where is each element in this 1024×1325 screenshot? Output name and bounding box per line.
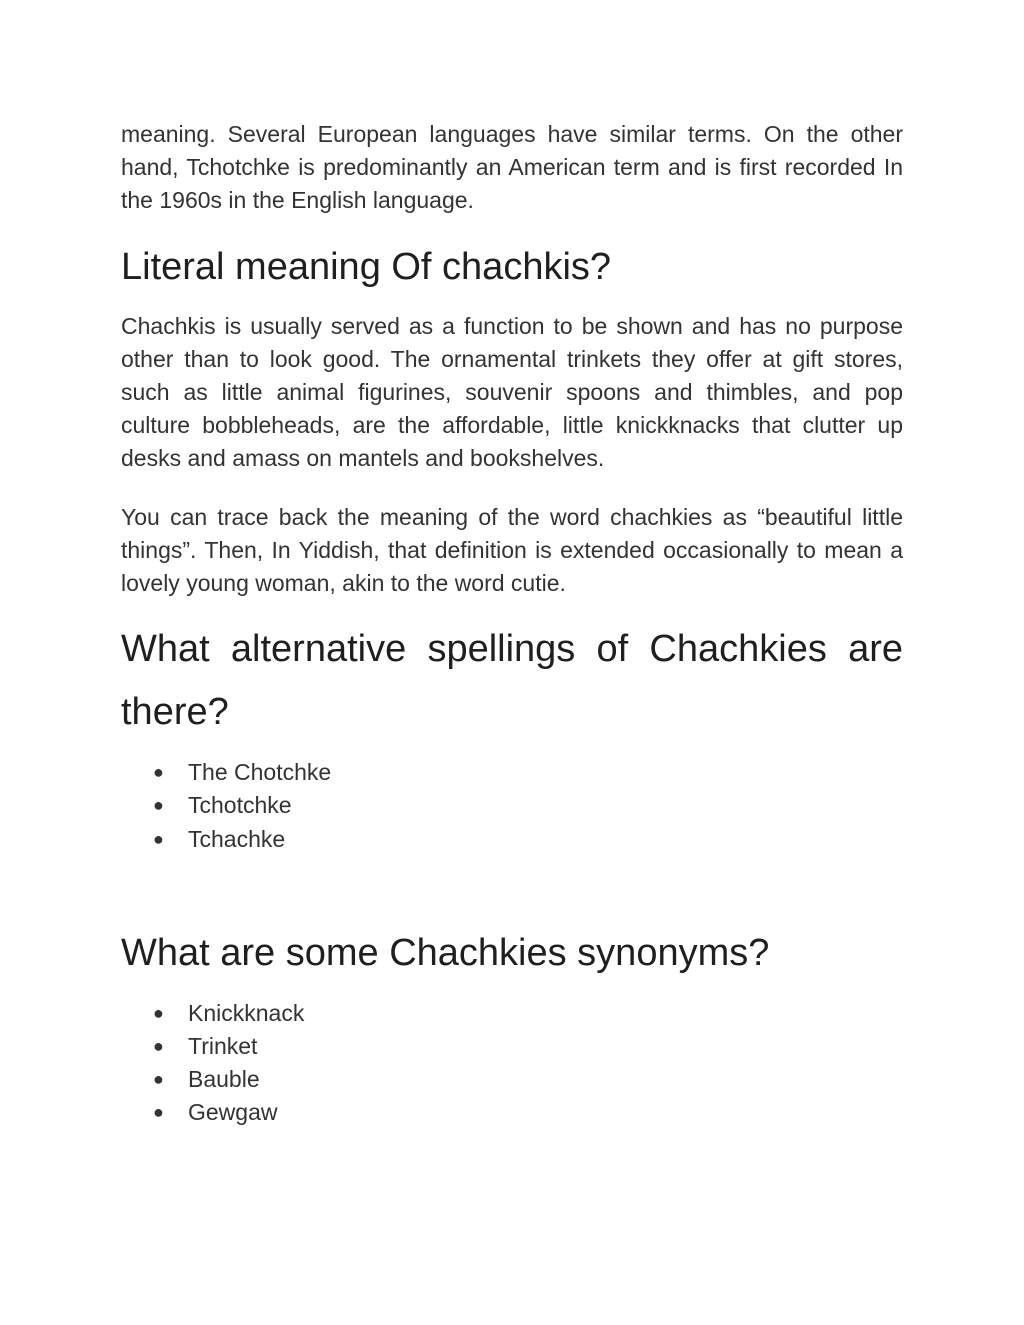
bullet-icon: ● [153,828,164,849]
bullet-icon: ● [153,1069,164,1090]
literal-meaning-paragraph-2: You can trace back the meaning of the word chachkies as “beautiful little things”. Then, In Yiddish, that definition is extended occasionally to mean a lovely young woman, akin to the word cutie. [121,503,903,597]
list-item-text: Tchachke [188,825,286,852]
bullet-icon: ● [153,1002,164,1023]
list-item-text: Bauble [188,1066,260,1093]
list-item [121,1030,903,1063]
bullet-icon: ● [153,1036,164,1057]
literal-meaning-paragraph-1: Chachkis is usually served as a function to be shown and has no purpose other than to look good. The ornamental trinkets they offer at gift stores, such as little animal figurines, souvenir spoons and thimbles, and pop culture bobbleheads, are the affordable, little knickknacks that clutter up desks and amass on mantels and bookshelves. [121,312,903,472]
list-item [121,1063,903,1096]
list-item [121,1096,903,1129]
list-item [121,823,903,856]
alternative-spellings-list [121,756,903,856]
synonyms-list [121,997,903,1130]
literal-meaning-heading: Literal meaning Of chachkis? [121,245,612,288]
synonyms-heading: What are some Chachkies synonyms? [121,931,770,974]
list-item [121,756,903,789]
list-item-text: The Chotchke [188,759,332,786]
list-item [121,997,903,1030]
bullet-icon: ● [153,1102,164,1123]
bullet-icon: ● [153,795,164,816]
alternative-spellings-heading: What alternative spellings of Chachkies are there? [121,628,903,734]
intro-paragraph: meaning. Several European languages have similar terms. On the other hand, Tchotchke is predominantly an American term and is first recorded In the 1960s in the English language. [121,121,903,214]
list-item [121,789,903,822]
list-item-text: Gewgaw [188,1099,278,1126]
document-page [121,118,903,1130]
bullet-icon: ● [153,762,164,783]
list-item-text: Tchotchke [188,792,292,819]
list-item-text: Trinket [188,1033,258,1060]
list-item-text: Knickknack [188,999,305,1026]
